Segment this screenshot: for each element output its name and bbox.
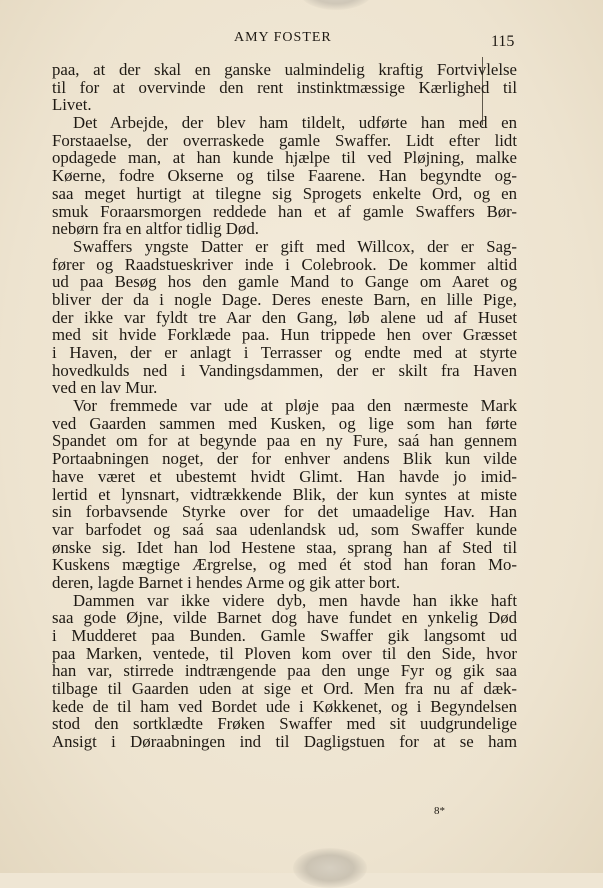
signature-mark: 8*: [434, 805, 445, 817]
text-line: bliver der da i nogle Dage. Deres eneste Barn, en lille Pige,: [52, 289, 517, 309]
text-line: hovedkulds ned i Vandingsdammen, der er skilt fra Haven: [52, 360, 517, 380]
page-stain-bottom: [293, 848, 367, 888]
text-line: have været et ubestemt hvidt Glimt. Han havde jo imid-: [52, 466, 517, 486]
text-line: Swaffers yngste Datter er gift med Willcox, der er Sag-: [73, 236, 517, 256]
text-line: saa gode Øjne, vilde Barnet dog have fundet en ynkelig Død: [52, 608, 517, 628]
text-line: opdagede man, at han kunde hjælpe til ved Pløjning, malke: [52, 148, 517, 168]
text-line: ønske sig. Idet han lod Hestene staa, sprang han af Sted til: [52, 537, 517, 557]
text-line: Forstaaelse, der overraskede gamle Swaffer. Lidt efter lidt: [52, 130, 517, 150]
text-line: han var, stirrede indtrængende paa den unge Fyr og gik saa: [52, 661, 517, 681]
text-line: Spandet om for at begynde paa en ny Fure, saá han gennem: [52, 431, 517, 451]
text-line: saa meget hurtigt at tilegne sig Sprogets enkelte Ord, og en: [52, 183, 517, 203]
text-line: ved en lav Mur.: [52, 378, 158, 398]
text-line: i Haven, der er anlagt i Terrasser og endte med at styrte: [52, 343, 517, 362]
text-line: Portaabningen noget, der for enhver andens Blik kun vilde: [52, 449, 517, 469]
text-line: ud paa Besøg hos den gamle Mand to Gange om Aaret og: [52, 272, 517, 292]
text-line: deren, lagde Barnet i hendes Arme og gik atter bort.: [52, 572, 401, 592]
text-line: i Mudderet paa Bunden. Gamle Swaffer gik langsomt ud: [52, 626, 517, 645]
text-line: tilbage til Gaarden uden at sige et Ord. Men fra nu af dæk-: [52, 679, 517, 699]
text-line: ved Gaarden sammen med Kusken, og lige som han førte: [52, 413, 517, 433]
text-line: paa, at der skal en ganske ualmindelig kraftig Fortvivlelse: [52, 60, 517, 79]
text-line: lertid et lynsnart, vidtrækkende Blik, der kun syntes at miste: [52, 484, 517, 504]
body-text: [52, 61, 517, 751]
page-number: 115: [491, 33, 515, 50]
text-line: Køerne, fodre Okserne og tilse Faarene. Han begyndte og-: [52, 166, 517, 186]
text-line: smuk Foraarsmorgen reddede han et af gamle Swaffers Bør-: [52, 201, 517, 221]
text-line: Livet.: [52, 95, 92, 115]
text-line: Ansigt i Døraabningen ind til Dagligstuen for at se ham: [52, 732, 517, 752]
text-line: var barfodet og saá saa udenlandsk ud, som Swaffer kunde: [52, 519, 517, 539]
text-line: til for at overvinde den rent instinktmæssige Kærlighed til: [52, 77, 517, 97]
text-line: med sit hvide Forklæde paa. Hun trippede hen over Græsset: [52, 325, 517, 345]
text-line: Kuskens mægtige Ærgrelse, og med ét stod han foran Mo-: [52, 555, 517, 575]
text-line: Dammen var ikke videre dyb, men havde han ikke haft: [73, 590, 517, 610]
text-line: stod den sortklædte Frøken Swaffer med sit uudgrundelige: [52, 714, 517, 734]
text-line: kede de til ham ved Bordet ude i Køkkenet, og i Begyndelsen: [52, 696, 517, 716]
text-line: nebørn fra en altfor tidlig Død.: [52, 219, 259, 239]
text-line: sin forbavsende Styrke over for det umaadelige Hav. Han: [52, 502, 517, 522]
text-line: Det Arbejde, der blev ham tildelt, udførte han med en: [73, 113, 517, 133]
running-title: AMY FOSTER: [234, 30, 332, 45]
text-line: Vor fremmede var ude at pløje paa den nærmeste Mark: [73, 396, 517, 416]
text-line: fører og Raadstueskriver inde i Colebrook. De kommer altid: [52, 254, 517, 274]
text-line: paa Marken, ventede, til Ploven kom over til den Side, hvor: [52, 643, 517, 663]
text-line: der ikke var fyldt tre Aar den Gang, løb alene ud af Huset: [52, 307, 517, 327]
page-stain-top: [300, 0, 372, 10]
